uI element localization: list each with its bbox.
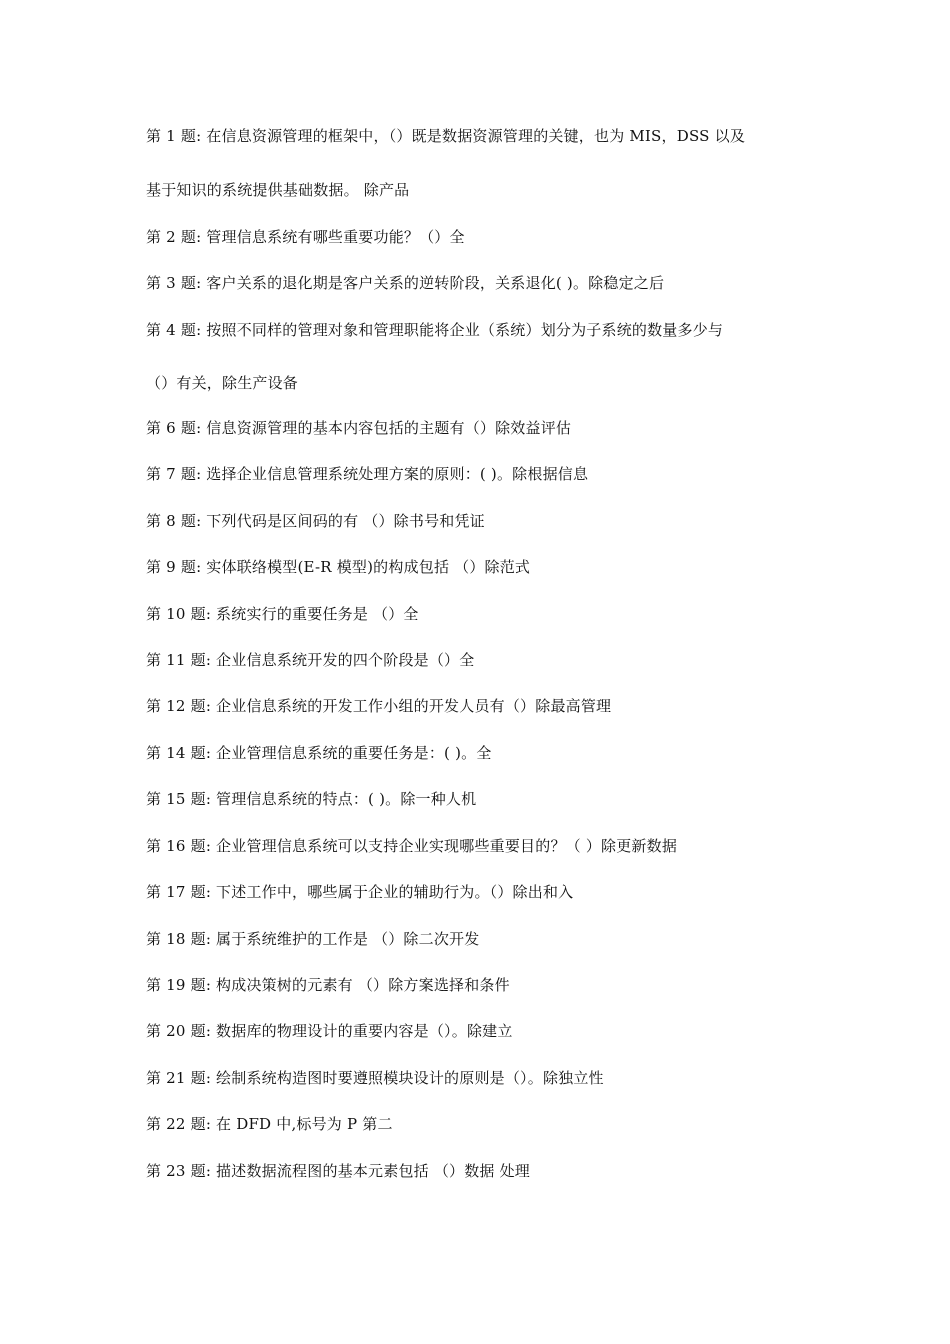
question-line: 第 10 题: 系统实行的重要任务是 （）全 (146, 605, 419, 623)
question-line: 第 8 题: 下列代码是区间码的有 （）除书号和凭证 (146, 512, 485, 530)
question-line: 第 11 题: 企业信息系统开发的四个阶段是（）全 (146, 651, 475, 669)
question-line: 第 4 题: 按照不同样的管理对象和管理职能将企业（系统）划分为子系统的数量多少与 (146, 321, 724, 339)
question-line: 第 17 题: 下述工作中，哪些属于企业的辅助行为。（）除出和入 (146, 883, 574, 901)
question-line: 第 9 题: 实体联络模型(E-R 模型)的构成包括 （）除范式 (146, 558, 531, 576)
question-line: 第 7 题: 选择企业信息管理系统处理方案的原则：( )。除根据信息 (146, 465, 589, 483)
question-line: 第 12 题: 企业信息系统的开发工作小组的开发人员有（）除最高管理 (146, 697, 612, 715)
question-line: 第 16 题: 企业管理信息系统可以支持企业实现哪些重要目的？（ ）除更新数据 (146, 837, 678, 855)
question-line: 基于知识的系统提供基础数据。 除产品 (146, 181, 410, 199)
question-line: 第 14 题: 企业管理信息系统的重要任务是：( )。全 (146, 744, 492, 762)
question-line: 第 1 题: 在信息资源管理的框架中，（）既是数据资源管理的关键，也为 MIS，DSS 以及 (146, 127, 746, 145)
question-line: 第 6 题: 信息资源管理的基本内容包括的主题有（）除效益评估 (146, 419, 572, 437)
question-line: 第 15 题: 管理信息系统的特点：( )。除一种人机 (146, 790, 477, 808)
question-line: 第 19 题: 构成决策树的元素有 （）除方案选择和条件 (146, 976, 510, 994)
question-line: 第 22 题: 在 DFD 中,标号为 P 第二 (146, 1115, 393, 1133)
question-line: （）有关，除生产设备 (146, 374, 299, 392)
question-line: 第 3 题: 客户关系的退化期是客户关系的逆转阶段，关系退化( )。除稳定之后 (146, 274, 665, 292)
question-line: 第 21 题: 绘制系统构造图时要遵照模块设计的原则是（）。除独立性 (146, 1069, 604, 1087)
question-line: 第 18 题: 属于系统维护的工作是 （）除二次开发 (146, 930, 480, 948)
question-line: 第 20 题: 数据库的物理设计的重要内容是（）。除建立 (146, 1022, 513, 1040)
question-line: 第 2 题: 管理信息系统有哪些重要功能？（）全 (146, 228, 465, 246)
question-line: 第 23 题: 描述数据流程图的基本元素包括 （）数据 处理 (146, 1162, 530, 1180)
